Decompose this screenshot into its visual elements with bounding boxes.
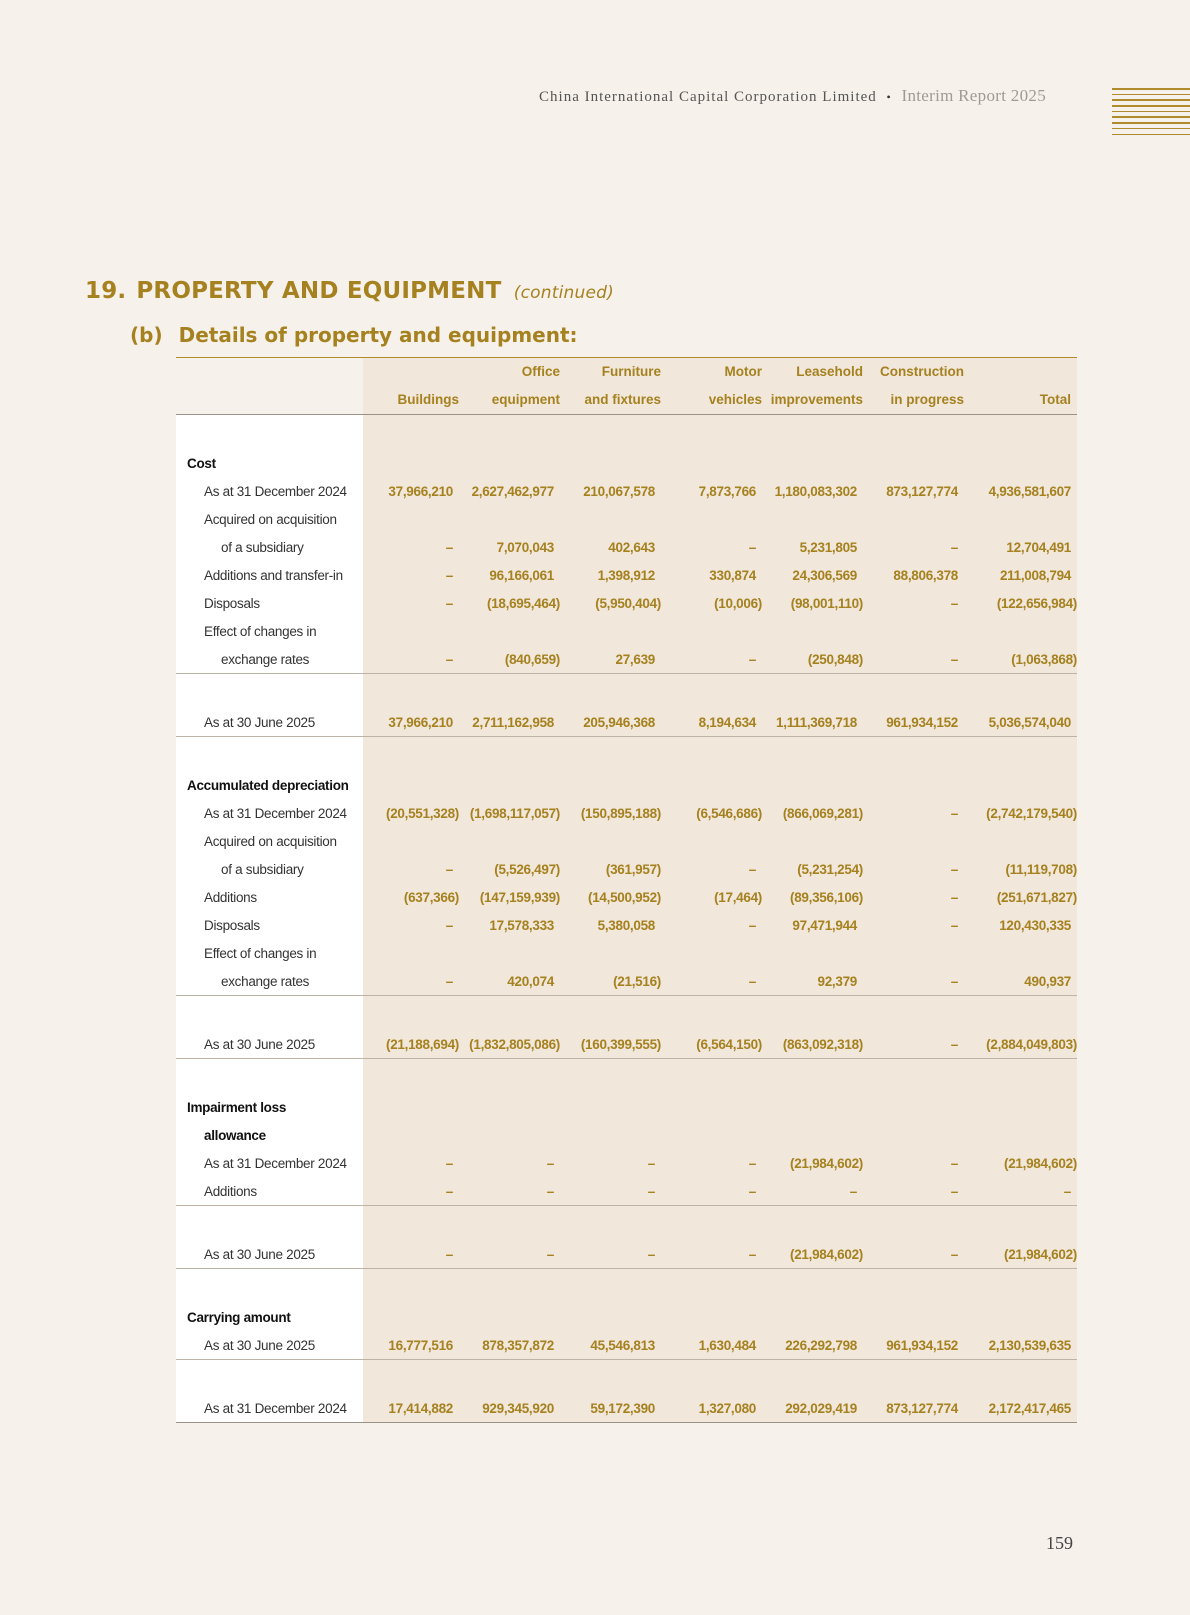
cell-leasehold: (863,092,318) xyxy=(762,1030,863,1059)
cell-office-equipment: 96,166,061 xyxy=(489,567,554,583)
cell-construction: – xyxy=(950,595,958,611)
cell-motor-vehicles: (6,564,150) xyxy=(661,1030,762,1059)
row-label: Acquired on acquisition xyxy=(204,833,337,849)
col-header-office-equipment: equipment xyxy=(459,386,560,415)
cell-buildings: (21,188,694) xyxy=(363,1030,459,1059)
cell-construction: 88,806,378 xyxy=(893,567,958,583)
cell-buildings: – xyxy=(445,917,453,933)
cell-motor-vehicles: 330,874 xyxy=(709,567,756,583)
cell-total: 120,430,335 xyxy=(999,917,1071,933)
continued-note: (continued) xyxy=(513,283,614,303)
cell-buildings: (20,551,328) xyxy=(386,805,459,821)
cell-office-equipment: (5,526,497) xyxy=(494,861,560,877)
section-heading-row xyxy=(176,1121,1077,1149)
cell-total: (21,984,602) xyxy=(1004,1155,1077,1171)
property-equipment-table-container xyxy=(176,357,1077,1423)
cell-construction: 873,127,774 xyxy=(863,1394,964,1423)
cell-leasehold: – xyxy=(762,1177,863,1206)
cell-construction: – xyxy=(950,1155,958,1171)
cell-leasehold: (21,984,602) xyxy=(762,1240,863,1269)
row-label: Disposals xyxy=(204,595,260,611)
company-name: China International Capital Corporation Limited xyxy=(539,89,877,105)
table-row xyxy=(176,939,1077,967)
table-row xyxy=(176,617,1077,645)
cell-buildings: – xyxy=(363,967,459,996)
cell-construction: – xyxy=(950,889,958,905)
cell-total: (2,742,179,540) xyxy=(986,805,1077,821)
header-row-1 xyxy=(176,358,1077,387)
row-label: As at 30 June 2025 xyxy=(176,708,363,737)
cell-furniture: (160,399,555) xyxy=(560,1030,661,1059)
cell-total: 2,130,539,635 xyxy=(964,1331,1077,1360)
spacer-row xyxy=(176,1059,1077,1094)
cell-total: 12,704,491 xyxy=(1006,539,1071,555)
cell-office-equipment: 17,578,333 xyxy=(489,917,554,933)
row-heading: allowance xyxy=(204,1127,266,1143)
cell-office-equipment: 420,074 xyxy=(459,967,560,996)
cell-furniture: 27,639 xyxy=(560,645,661,674)
spacer-row xyxy=(176,415,1077,450)
row-label: Disposals xyxy=(204,917,260,933)
spacer-row xyxy=(176,737,1077,772)
cell-buildings: – xyxy=(445,567,453,583)
col-header-leasehold: improvements xyxy=(762,386,863,415)
table-row xyxy=(176,589,1077,617)
row-label: As at 30 June 2025 xyxy=(176,1240,363,1269)
row-label: Additions xyxy=(204,889,257,905)
row-heading: Cost xyxy=(187,455,216,471)
property-equipment-table xyxy=(176,357,1077,1423)
row-label: As at 31 December 2024 xyxy=(204,1155,347,1171)
spacer-row xyxy=(176,674,1077,709)
table-row xyxy=(176,561,1077,589)
row-label: of a subsidiary xyxy=(221,539,304,555)
cell-office-equipment: (1,832,805,086) xyxy=(459,1030,560,1059)
row-label: As at 31 December 2024 xyxy=(204,483,347,499)
cell-furniture: 45,546,813 xyxy=(560,1331,661,1360)
cell-construction: – xyxy=(863,1177,964,1206)
cell-motor-vehicles: 1,630,484 xyxy=(661,1331,762,1360)
col-header-motor-vehicles: vehicles xyxy=(661,386,762,415)
cell-furniture: 1,398,912 xyxy=(597,567,655,583)
cell-buildings: 16,777,516 xyxy=(363,1331,459,1360)
col-header-total: Total xyxy=(964,386,1077,415)
cell-leasehold: (5,231,254) xyxy=(797,861,863,877)
cell-furniture: (361,957) xyxy=(605,861,661,877)
subsection-label: (b) xyxy=(130,323,163,347)
cell-construction: – xyxy=(950,861,958,877)
table-row xyxy=(176,1177,1077,1206)
col-header-motor-1: Motor xyxy=(661,358,762,387)
cell-leasehold: 5,231,805 xyxy=(799,539,857,555)
cell-office-equipment: – xyxy=(459,1240,560,1269)
cell-leasehold: 1,111,369,718 xyxy=(762,708,863,737)
section-heading-row xyxy=(176,449,1077,477)
cell-total: (122,656,984) xyxy=(996,595,1077,611)
table-row xyxy=(176,533,1077,561)
page-number: 159 xyxy=(1046,1533,1073,1553)
cell-construction: – xyxy=(950,917,958,933)
row-heading: Impairment loss xyxy=(187,1099,287,1115)
table-row xyxy=(176,1331,1077,1360)
cell-construction: – xyxy=(863,645,964,674)
row-heading: Accumulated depreciation xyxy=(187,777,349,793)
section-number: 19. xyxy=(85,278,127,304)
cell-leasehold: (98,001,110) xyxy=(790,595,863,611)
cell-motor-vehicles: – xyxy=(748,539,756,555)
cell-motor-vehicles: – xyxy=(661,645,762,674)
cell-furniture: (5,950,404) xyxy=(595,595,661,611)
row-label: Effect of changes in xyxy=(204,623,317,639)
cell-total: 490,937 xyxy=(964,967,1077,996)
row-label: of a subsidiary xyxy=(221,861,304,877)
cell-construction: – xyxy=(863,967,964,996)
cell-motor-vehicles: 7,873,766 xyxy=(698,483,756,499)
table-row xyxy=(176,799,1077,827)
cell-total: (251,671,827) xyxy=(996,889,1077,905)
cell-office-equipment: 878,357,872 xyxy=(459,1331,560,1360)
table-row xyxy=(176,1240,1077,1269)
cell-construction: 961,934,152 xyxy=(863,708,964,737)
cell-furniture: 205,946,368 xyxy=(560,708,661,737)
cell-office-equipment: 929,345,920 xyxy=(459,1394,560,1423)
cell-motor-vehicles: 1,327,080 xyxy=(661,1394,762,1423)
section-heading-row xyxy=(176,1303,1077,1331)
cell-motor-vehicles: (10,006) xyxy=(714,595,762,611)
table-row xyxy=(176,477,1077,505)
row-label: Additions xyxy=(176,1177,363,1206)
cell-construction: – xyxy=(863,1030,964,1059)
cell-office-equipment: (1,698,117,057) xyxy=(469,805,560,821)
cell-furniture: 210,067,578 xyxy=(583,483,655,499)
cell-buildings: – xyxy=(363,1177,459,1206)
subsection-heading: Details of property and equipment: xyxy=(178,323,578,347)
row-label: As at 31 December 2024 xyxy=(176,1394,363,1423)
cell-construction: – xyxy=(950,539,958,555)
cell-office-equipment: – xyxy=(546,1155,554,1171)
table-row xyxy=(176,883,1077,911)
cell-construction: 873,127,774 xyxy=(886,483,958,499)
cell-furniture: (21,516) xyxy=(560,967,661,996)
row-label: As at 31 December 2024 xyxy=(204,805,347,821)
running-header xyxy=(539,86,1046,106)
cell-furniture: 5,380,058 xyxy=(597,917,655,933)
row-label: As at 30 June 2025 xyxy=(176,1331,363,1360)
cell-motor-vehicles: – xyxy=(748,1155,756,1171)
cell-total: – xyxy=(964,1177,1077,1206)
cell-office-equipment: (840,659) xyxy=(459,645,560,674)
cell-leasehold: 1,180,083,302 xyxy=(774,483,857,499)
cell-furniture: – xyxy=(647,1155,655,1171)
row-label: Acquired on acquisition xyxy=(204,511,337,527)
cell-total: (1,063,868) xyxy=(964,645,1077,674)
cell-motor-vehicles: – xyxy=(748,917,756,933)
subsection-title xyxy=(130,323,578,347)
cell-construction: – xyxy=(950,805,958,821)
table-row xyxy=(176,645,1077,674)
col-header-leasehold-1: Leasehold xyxy=(762,358,863,387)
cell-leasehold: 292,029,419 xyxy=(762,1394,863,1423)
cell-buildings: (637,366) xyxy=(403,889,459,905)
cell-office-equipment: 2,627,462,977 xyxy=(471,483,554,499)
cell-total: (2,884,049,803) xyxy=(964,1030,1077,1059)
cell-buildings: – xyxy=(445,1155,453,1171)
cell-leasehold: (89,356,106) xyxy=(790,889,863,905)
cell-construction: – xyxy=(863,1240,964,1269)
cell-office-equipment: 7,070,043 xyxy=(496,539,554,555)
cell-buildings: – xyxy=(445,861,453,877)
cell-motor-vehicles: (6,546,686) xyxy=(696,805,762,821)
section-heading: PROPERTY AND EQUIPMENT xyxy=(136,278,502,304)
cell-buildings: – xyxy=(445,539,453,555)
spacer-row xyxy=(176,1269,1077,1304)
spacer-row xyxy=(176,1206,1077,1241)
row-heading: Carrying amount xyxy=(187,1309,291,1325)
cell-leasehold: 97,471,944 xyxy=(792,917,857,933)
cell-motor-vehicles: – xyxy=(661,1177,762,1206)
cell-leasehold: 226,292,798 xyxy=(762,1331,863,1360)
cell-buildings: 37,966,210 xyxy=(388,483,453,499)
cell-furniture: 402,643 xyxy=(608,539,655,555)
cell-furniture: (14,500,952) xyxy=(588,889,661,905)
cell-leasehold: (21,984,602) xyxy=(790,1155,863,1171)
col-header-buildings-1 xyxy=(363,358,459,387)
table-row xyxy=(176,1030,1077,1059)
cell-total: 5,036,574,040 xyxy=(964,708,1077,737)
cell-total: (21,984,602) xyxy=(964,1240,1077,1269)
cell-furniture: 59,172,390 xyxy=(560,1394,661,1423)
cell-motor-vehicles: 8,194,634 xyxy=(661,708,762,737)
cell-buildings: – xyxy=(363,1240,459,1269)
section-heading-row xyxy=(176,1093,1077,1121)
row-label: Effect of changes in xyxy=(204,945,317,961)
spacer-row xyxy=(176,996,1077,1031)
table-row xyxy=(176,1394,1077,1423)
cell-leasehold: 92,379 xyxy=(762,967,863,996)
cell-furniture: (150,895,188) xyxy=(580,805,661,821)
col-header-construction-1: Construction xyxy=(863,358,964,387)
cell-buildings: 37,966,210 xyxy=(363,708,459,737)
cell-motor-vehicles: – xyxy=(661,967,762,996)
col-header-buildings: Buildings xyxy=(363,386,459,415)
spacer-row xyxy=(176,1360,1077,1395)
table-row xyxy=(176,967,1077,996)
cell-furniture: – xyxy=(560,1177,661,1206)
row-label: Additions and transfer-in xyxy=(204,567,343,583)
cell-office-equipment: (147,159,939) xyxy=(479,889,560,905)
cell-motor-vehicles: – xyxy=(661,1240,762,1269)
header-row-2 xyxy=(176,386,1077,415)
section-title xyxy=(85,278,614,304)
report-name: Interim Report 2025 xyxy=(901,86,1046,105)
cell-buildings: – xyxy=(363,645,459,674)
cell-office-equipment: – xyxy=(459,1177,560,1206)
cell-leasehold: (250,848) xyxy=(762,645,863,674)
row-label: As at 30 June 2025 xyxy=(176,1030,363,1059)
table-row xyxy=(176,1149,1077,1177)
decorative-lines-icon xyxy=(1112,88,1190,139)
cell-total: (11,119,708) xyxy=(1005,861,1077,877)
table-row xyxy=(176,505,1077,533)
cell-total: 4,936,581,607 xyxy=(988,483,1071,499)
cell-leasehold: (866,069,281) xyxy=(782,805,863,821)
row-label: exchange rates xyxy=(176,967,363,996)
table-row xyxy=(176,911,1077,939)
cell-office-equipment: (18,695,464) xyxy=(487,595,560,611)
col-header-furniture-1: Furniture xyxy=(560,358,661,387)
col-header-construction: in progress xyxy=(863,386,964,415)
cell-construction: 961,934,152 xyxy=(863,1331,964,1360)
table-row xyxy=(176,855,1077,883)
col-header-total-1 xyxy=(964,358,1077,387)
col-header-office-1: Office xyxy=(459,358,560,387)
cell-office-equipment: 2,711,162,958 xyxy=(459,708,560,737)
cell-buildings: 17,414,882 xyxy=(363,1394,459,1423)
section-heading-row xyxy=(176,771,1077,799)
bullet-separator: • xyxy=(886,90,892,104)
row-label: exchange rates xyxy=(176,645,363,674)
table-row xyxy=(176,708,1077,737)
cell-furniture: – xyxy=(560,1240,661,1269)
cell-motor-vehicles: – xyxy=(748,861,756,877)
cell-motor-vehicles: (17,464) xyxy=(714,889,762,905)
cell-buildings: – xyxy=(445,595,453,611)
cell-leasehold: 24,306,569 xyxy=(792,567,857,583)
cell-total: 2,172,417,465 xyxy=(964,1394,1077,1423)
table-row xyxy=(176,827,1077,855)
cell-total: 211,008,794 xyxy=(999,567,1071,583)
col-header-furniture: and fixtures xyxy=(560,386,661,415)
